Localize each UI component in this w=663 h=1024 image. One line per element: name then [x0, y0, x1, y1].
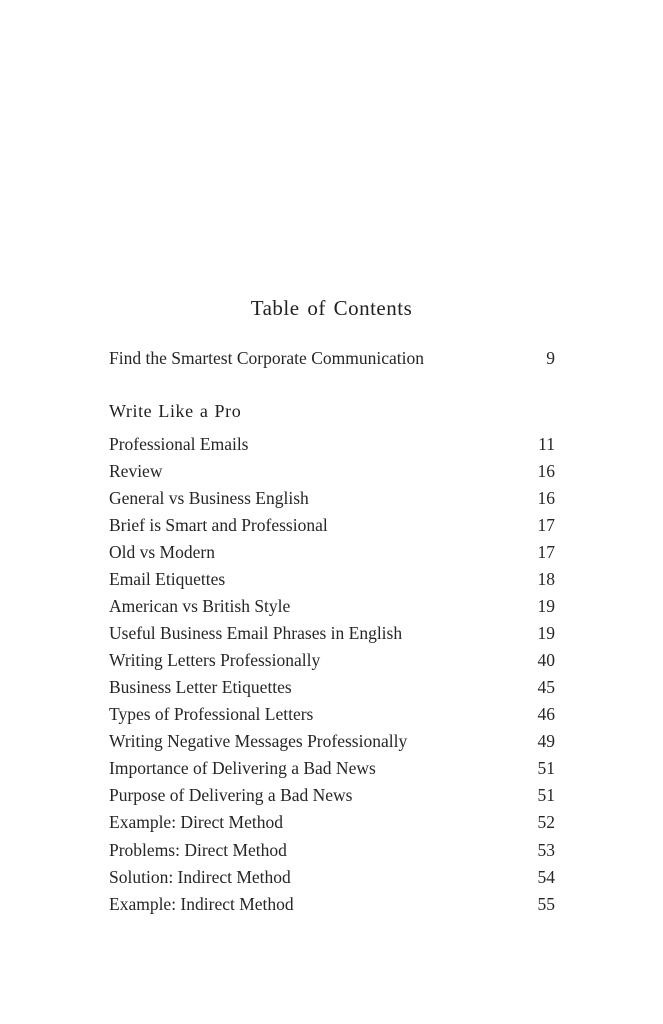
toc-entry-page: 52 [537, 812, 555, 832]
toc-entry-label: Writing Letters Professionally [109, 650, 321, 670]
toc-entry-page: 53 [537, 840, 555, 860]
toc-entry[interactable] [109, 542, 555, 564]
toc-entry[interactable] [109, 894, 555, 916]
toc-entry-intro[interactable] [109, 348, 555, 370]
toc-entry-page: 55 [537, 894, 555, 914]
toc-entry-label: Professional Emails [109, 434, 249, 454]
toc-entry[interactable] [109, 704, 555, 726]
toc-entry[interactable] [109, 461, 555, 483]
toc-entry[interactable] [109, 515, 555, 537]
toc-entry-page: 17 [537, 542, 555, 562]
toc-entry-page: 40 [537, 650, 555, 670]
toc-entry-label: Example: Direct Method [109, 812, 283, 832]
toc-entry-label: Review [109, 461, 163, 481]
toc-entry-label: Find the Smartest Corporate Communication [109, 348, 424, 368]
toc-entry[interactable] [109, 840, 555, 862]
toc-entry-page: 51 [537, 758, 555, 778]
toc-entry[interactable] [109, 785, 555, 807]
toc-entry-label: Business Letter Etiquettes [109, 677, 292, 697]
toc-entry-page: 18 [537, 569, 555, 589]
toc-entry-page: 51 [537, 785, 555, 805]
section-heading: Write Like a Pro [109, 401, 242, 421]
toc-entry-label: Email Etiquettes [109, 569, 226, 589]
toc-entry-label: Importance of Delivering a Bad News [109, 758, 376, 778]
toc-entry[interactable] [109, 488, 555, 510]
toc-entry-page: 16 [537, 488, 555, 508]
toc-entry-page: 17 [537, 515, 555, 535]
toc-entry[interactable] [109, 596, 555, 618]
toc-entry-label: Writing Negative Messages Professionally [109, 731, 408, 751]
toc-entry[interactable] [109, 650, 555, 672]
toc-entry-label: Old vs Modern [109, 542, 215, 562]
toc-entry-label: General vs Business English [109, 488, 309, 508]
toc-entry[interactable] [109, 758, 555, 780]
toc-entry-page: 45 [537, 677, 555, 697]
toc-entry-page: 16 [537, 461, 555, 481]
toc-entry-page: 46 [537, 704, 555, 724]
toc-entry-label: Problems: Direct Method [109, 840, 287, 860]
toc-entry-page: 19 [537, 623, 555, 643]
toc-entry-label: Types of Professional Letters [109, 704, 314, 724]
toc-entry-label: Brief is Smart and Professional [109, 515, 328, 535]
toc-entry-label: Solution: Indirect Method [109, 867, 291, 887]
toc-entry-label: American vs British Style [109, 596, 291, 616]
toc-entry[interactable] [109, 677, 555, 699]
toc-entry-label: Useful Business Email Phrases in English [109, 623, 403, 643]
toc-entry-page: 54 [537, 867, 555, 887]
toc-entry[interactable] [109, 623, 555, 645]
toc-entry-label: Example: Indirect Method [109, 894, 294, 914]
toc-entry-page: 11 [538, 434, 555, 454]
toc-entry[interactable] [109, 731, 555, 753]
toc-entry-page: 49 [537, 731, 555, 751]
toc-entry-label: Purpose of Delivering a Bad News [109, 785, 353, 805]
toc-entry[interactable] [109, 867, 555, 889]
toc-entry-page: 19 [537, 596, 555, 616]
toc-entry[interactable] [109, 434, 555, 456]
toc-entry[interactable] [109, 812, 555, 834]
toc-entry-page: 9 [546, 348, 555, 368]
toc-entry[interactable] [109, 569, 555, 591]
page-title: Table of Contents [250, 296, 413, 320]
